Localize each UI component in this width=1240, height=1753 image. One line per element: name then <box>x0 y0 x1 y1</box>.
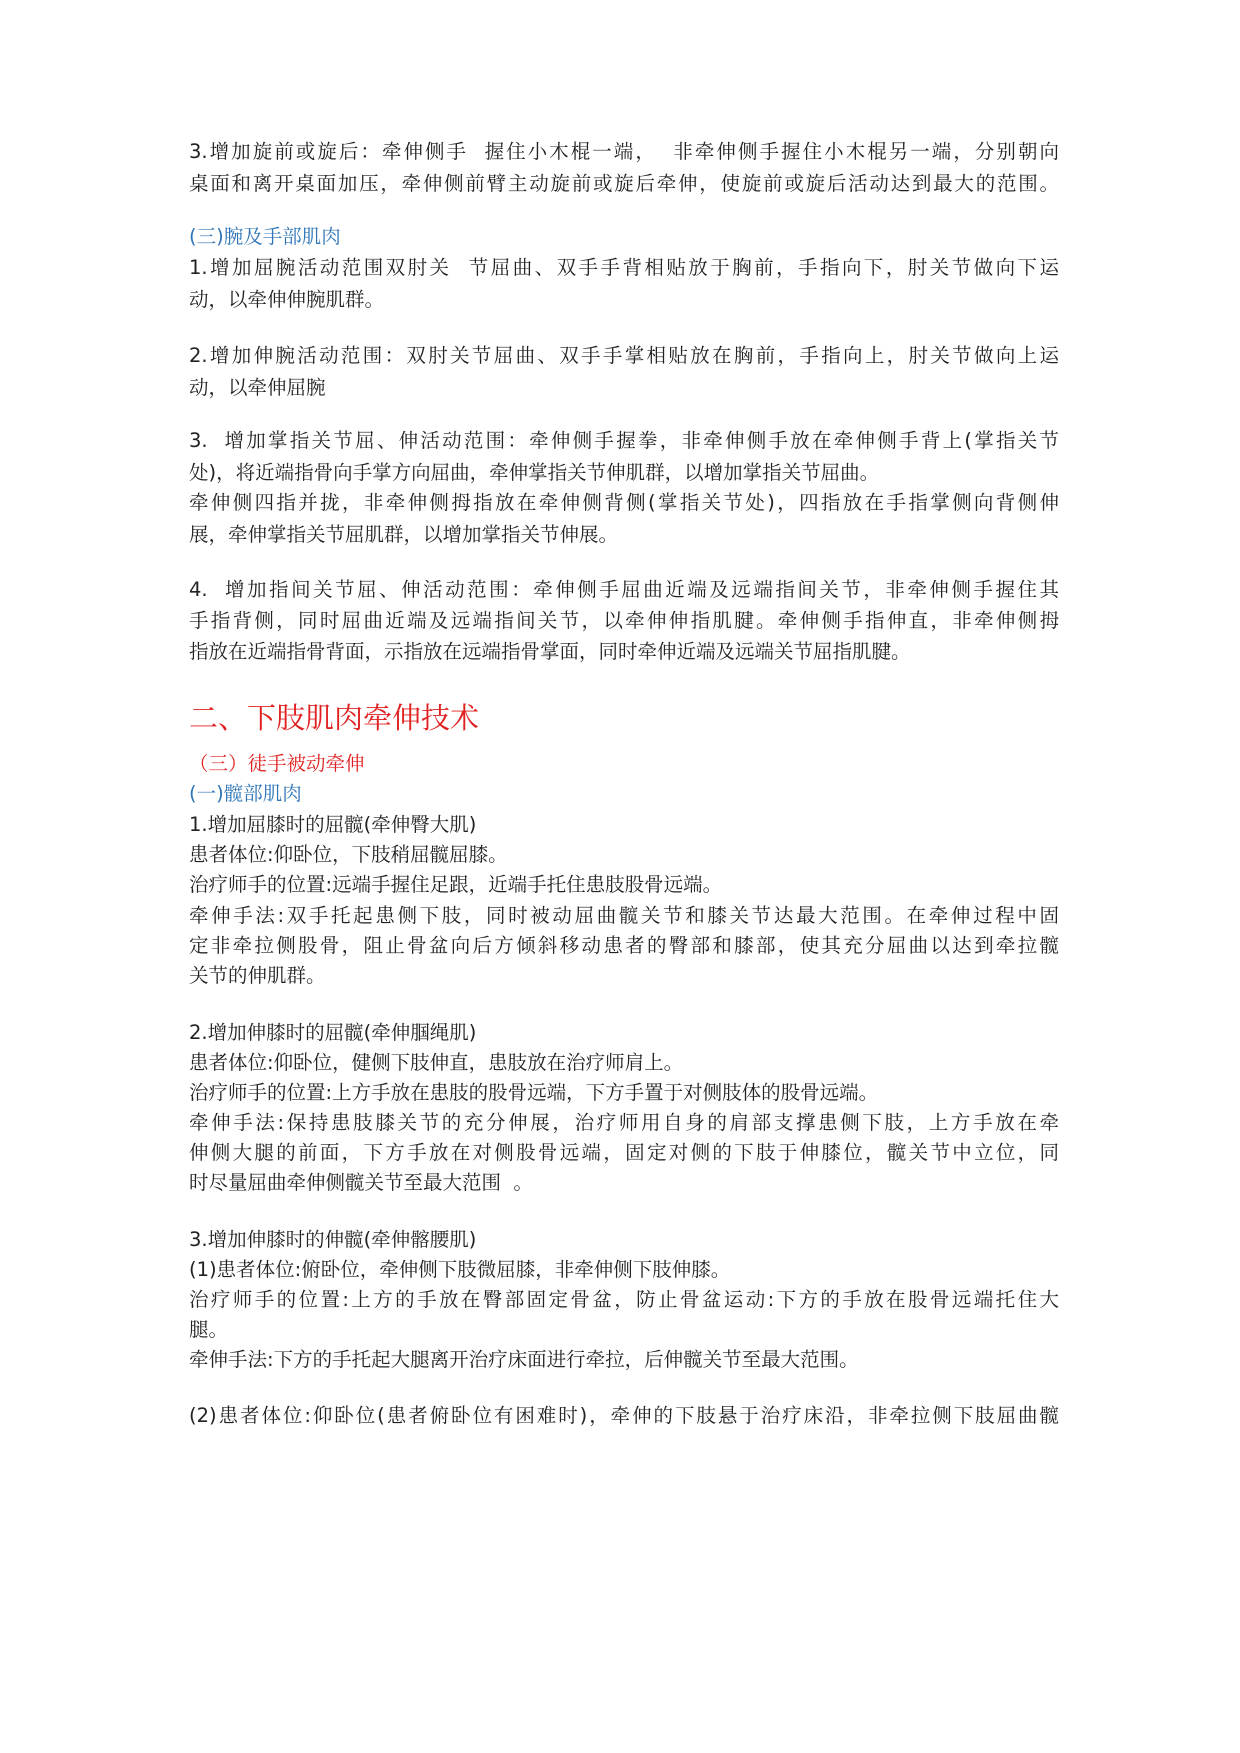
paragraph-line: 3.增加旋前或旋后：牵伸侧手 握住小木棍一端， 非牵伸侧手握住小木棍另一端，分别朝向 <box>189 140 1059 163</box>
paragraph-line: 时尽量屈曲牵伸侧髋关节至最大范围 。 <box>189 1171 533 1194</box>
paragraph-line: 1.增加屈膝时的屈髋(牵伸臀大肌) <box>189 813 477 836</box>
paragraph-line: 治疗师手的位置:远端手握住足跟，近端手托住患肢股骨远端。 <box>189 873 723 896</box>
paragraph-line: 手指背侧，同时屈曲近端及远端指间关节，以牵伸伸指肌腱。牵伸侧手指伸直，非牵伸侧拇 <box>189 609 1059 632</box>
paragraph-line: 4. 增加指间关节屈、伸活动范围：牵伸侧手屈曲近端及远端指间关节，非牵伸侧手握住其 <box>189 578 1059 601</box>
paragraph-line: 患者体位:仰卧位，健侧下肢伸直，患肢放在治疗师肩上。 <box>189 1051 684 1074</box>
subsection-heading: （三）徒手被动牵伸 <box>189 752 365 775</box>
section-heading: (一)髋部肌肉 <box>189 782 302 805</box>
paragraph-line: 伸侧大腿的前面，下方手放在对侧股骨远端，固定对侧的下肢于伸膝位，髋关节中立位，同 <box>189 1141 1059 1164</box>
paragraph-line: 处)，将近端指骨向手掌方向屈曲，牵伸掌指关节伸肌群，以增加掌指关节屈曲。 <box>189 461 880 484</box>
paragraph-line: 动，以牵伸伸腕肌群。 <box>189 288 385 311</box>
paragraph-line: 3.增加伸膝时的伸髋(牵伸髂腰肌) <box>189 1228 477 1251</box>
paragraph-line: 2.增加伸腕活动范围：双肘关节屈曲、双手手掌相贴放在胸前，手指向上，肘关节做向上运 <box>189 344 1059 367</box>
paragraph-line: 桌面和离开桌面加压，牵伸侧前臂主动旋前或旋后牵伸，使旋前或旋后活动达到最大的范围。 <box>189 172 1059 195</box>
paragraph-line: 患者体位:仰卧位，下肢稍屈髋屈膝。 <box>189 843 508 866</box>
paragraph-line: 1.增加屈腕活动范围双肘关 节屈曲、双手手背相贴放于胸前，手指向下，肘关节做向下运 <box>189 256 1059 279</box>
paragraph-line: 牵伸手法:保持患肢膝关节的充分伸展，治疗师用自身的肩部支撑患侧下肢，上方手放在牵 <box>189 1111 1059 1134</box>
paragraph-line: 2.增加伸膝时的屈髋(牵伸腘绳肌) <box>189 1021 477 1044</box>
paragraph-line: 牵伸手法:下方的手托起大腿离开治疗床面进行牵拉，后伸髋关节至最大范围。 <box>189 1348 859 1371</box>
paragraph-line: 关节的伸肌群。 <box>189 964 326 987</box>
paragraph-line: 治疗师手的位置:上方的手放在臀部固定骨盆，防止骨盆运动:下方的手放在股骨远端托住大 <box>189 1288 1059 1311</box>
paragraph-line: 3. 增加掌指关节屈、伸活动范围：牵伸侧手握拳，非牵伸侧手放在牵伸侧手背上(掌指关节 <box>189 429 1059 452</box>
paragraph-line: 牵伸侧四指并拢，非牵伸侧拇指放在牵伸侧背侧(掌指关节处)，四指放在手指掌侧向背侧伸 <box>189 491 1059 514</box>
paragraph-line: 治疗师手的位置:上方手放在患肢的股骨远端，下方手置于对侧肢体的股骨远端。 <box>189 1081 879 1104</box>
paragraph-line: (1)患者体位:俯卧位，牵伸侧下肢微屈膝，非牵伸侧下肢伸膝。 <box>189 1258 731 1281</box>
paragraph-line: 腿。 <box>189 1318 229 1341</box>
section-heading: (三)腕及手部肌肉 <box>189 225 341 248</box>
paragraph-line: 牵伸手法:双手托起患侧下肢，同时被动屈曲髋关节和膝关节达最大范围。在牵伸过程中固 <box>189 904 1059 927</box>
paragraph-line: 指放在近端指骨背面，示指放在远端指骨掌面，同时牵伸近端及远端关节屈指肌腱。 <box>189 640 911 663</box>
paragraph-line: 展，牵伸掌指关节屈肌群，以增加掌指关节伸展。 <box>189 523 619 546</box>
paragraph-line: (2)患者体位:仰卧位(患者俯卧位有困难时)，牵伸的下肢悬于治疗床沿，非牵拉侧下肢屈曲髋 <box>189 1404 1059 1427</box>
chapter-heading: 二、下肢肌肉牵伸技术 <box>189 701 480 735</box>
paragraph-line: 定非牵拉侧股骨，阻止骨盆向后方倾斜移动患者的臀部和膝部，使其充分屈曲以达到牵拉髋 <box>189 934 1059 957</box>
paragraph-line: 动，以牵伸屈腕 <box>189 376 326 399</box>
